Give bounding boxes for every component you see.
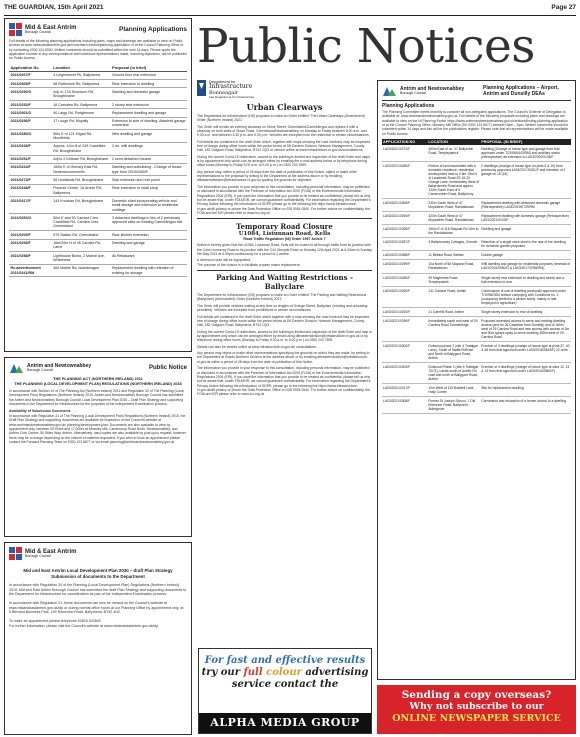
urban-clearways-title: Urban Clearways [246,101,323,112]
dfi-name: Infrastructure [209,83,253,91]
ldp-para-3: To make an appointment please telephone 02825 633500 [9,619,101,624]
ldp-para-2: In accordance with Regulation 21, these documents can now be viewed on the Council's website at www.midandeastantrim.gov.uk/ldp or during normal office hours at our Planning Office by appointment only, at: 5 Bernard Business Park, 190 Raceview Road, Ballymena, BT42 4HZ. [9,601,185,615]
cell-application-no: LA03/2021/0317/F [382,383,427,396]
cell-proposal: Conversion and relocation of a former school to a dwelling [480,396,571,413]
cell-application-no: 2021/0293/F [9,239,52,252]
cell-proposal: New dwelling and garage [110,130,187,143]
cell-proposal: 2 storey side extension [110,101,187,109]
mea-planning-box [4,18,192,352]
table-row [382,362,571,383]
col-header-application-no: APPLICATION NO [382,139,427,145]
availability-heading: Availability of Submission Documents [9,409,71,414]
cell-proposal: Rear extension to retail shop [110,184,187,197]
temp-closure-road: U1084, Lisiunnan Road, Kells [238,231,331,238]
cell-location: Outwood phase 2 (site 4 Trafalgar Lane), South of Staffa Rd/East and North of Ballygore Road, Antrim [427,341,480,362]
cell-proposal: Dwelling and domestic garage [110,88,187,101]
cell-location: 21 Carnhill Road, Antrim [427,307,480,316]
cell-location: 3 Ballymooney Cottages, Crumlin [427,238,480,251]
cell-location: Former St Joseph School, 1 Old Ebenezer Road, Ballyrobin, Aldergrove [427,396,480,413]
cell-location: 17 Lough Rd, Moyalty [52,117,111,130]
cell-location: 90 Largy Rd, Portglenone [52,109,111,117]
table-row [9,184,187,197]
temp-p2: A diversion route will be signposted. [197,258,251,263]
cell-location: Adj to 2 Kintown Rd, Broughshane [52,155,111,163]
cell-application-no: LA03/2021/0308/F [382,396,427,413]
cell-application-no: 2021/0273/F [9,176,52,184]
cell-location: Portion of land associated with a domestic residence, residential development land to 0.6m 15m N of Landmark Road ZS 16-20 Grange Lane, immediately West of Ballyrobertie Road and approx. 120m South East of 6 Carnmoneen Road, Ballyhenry [427,162,480,199]
col-header-location: Location [52,64,111,72]
table-row [382,286,571,307]
urban-p3: Full details are contained in the draft Order which, together with maps showing the road involved, may be inspected free of charge during office hours within the period below at DfI Eastern Division, Network Management, County Hall, 182 Galgorm Road, Ballymena, BT42 1QG or viewed online at www.infrastructure-ni.gov.uk/consultations. [197,139,371,153]
ann-box-title: Planning Applications – Airport, Antrim and Dunsilly DEAs [483,85,559,97]
cell-proposal: Infill dwelling and garage for residential purposes (renewal of LA03/2016/0960/O & LA03/2017/0786/RM) [480,260,571,273]
cell-application-no: 2021/0296/F [9,117,52,130]
cell-location: Phoenix Centre, 1A Archie Rd, Ballymena [52,184,111,197]
cell-proposal: Replacement dwelling with retention of existing for storage [110,264,187,277]
cell-location: 50m E of 121 Kilgad Rd, Moorfields [52,130,111,143]
temp-closure-title: Temporary Road Closure [236,222,333,232]
cell-application-no: 2021/0317/F [9,197,52,214]
urban-p2: The Order will revoke an evening clearway on Shore Street, Greenisland/Carrickfergus and replace it with a clearway on both sides of Shore Road, Greenisland/Newtownabbey, on Monday to Friday between 8.00 a.m. and 9.30 a.m. and between 3.30 p.m. and 6.00 p.m. Vehicles are excepted from the restriction in certain circumstances. [197,124,370,138]
urban-p5: Any person may, within a period of 28 days from the date of publication of this Notice, object or make other representations to the proposal by writing to the Department at the address above or by emailing dfieasterndivision@infrastructure-ni.gov.uk quoting the grounds for objection. [197,169,357,183]
table-row [9,264,187,277]
table-row [382,316,571,341]
planning-applications-heading: Planning Applications [382,103,435,109]
ad-line-2 [199,667,371,679]
cell-location: 131 Carlane Road, Antrim [427,286,480,307]
ad-line-2-d: advertising [301,667,369,678]
ad-brand-bar: ALPHA MEDIA GROUP [199,713,371,733]
ann-logo-icon [9,362,24,374]
mea-logo-name: Mid & East Antrim [25,24,77,31]
cell-application-no: 2021/0228/F [9,142,52,155]
ad-line-2-a: try our [201,667,244,678]
mea-logo-name-2: Mid & East Antrim [25,548,77,555]
regs-heading: THE PLANNING (LOCAL DEVELOPMENT PLAN) REGULATIONS (NORTHERN IRELAND) 2015 [14,382,182,386]
parking-p3: Full details are contained in the draft Order which together with a map showing the road involved may be inspected free of charge during office hours within the period below at DfI Eastern Division, Network Management, County Hall, 182 Galgorm Road, Ballymena, BT42 1QG. [197,314,370,328]
cell-proposal: Erection of 4 dwellings (change of house type at sites 12, 13 & 14 from that approved under LA03/2016/0800/F) [480,362,571,383]
cell-location: 10m West of 119 Bullsfell Lane, Holly Corner [427,383,480,396]
ann-logo-icon [382,85,397,97]
dfi-crest-icon [197,80,206,96]
ldp-title: Mid and East Antrim Local Development Plan 2030 – draft Plan Strategy [23,568,173,573]
ann-logo-name: Antrim and Newtownabbey [27,362,92,369]
cell-application-no: LA03/2021/0274/F [382,145,427,162]
dfi-logo [197,80,372,100]
parking-title: Parking And Waiting Restrictions - Ballyclare [216,273,353,291]
table-row [382,396,571,413]
cell-proposal: Continuance of use of dwelling previously approved under T/1996/0384 without complying with Conditions no. 2 (occupancy limited to a person solely, mainly or last employed in agriculture) [480,286,571,307]
table-row [382,238,571,251]
alpha-media-ad [198,648,372,734]
cell-proposal: Dwelling (Change of house type and garage from that approved under T/2005/0443/RM) and ancillary works (retrospective) as extension to LA03/2020/0106/F [480,145,571,162]
subscribe-line-2: Why not subscribe to our [409,701,544,712]
table-row [9,117,187,130]
table-row [382,162,571,199]
cell-location: 230m South West of 47 Moyvaleen Road, Randalstown [427,199,480,212]
cell-proposal: 2 dwellings (change of house type on plots 6 & 10) from previously approved LA03/2017/0051/F and retention of 2 garage on 18 (18) [480,162,571,199]
col-header-proposal: Proposal (in brief) [110,64,187,72]
cell-proposal: Side extension and rear porch [110,176,187,184]
cell-location: 4 Leighinmohr Pk, Ballymena [52,71,111,79]
urban-p4: During the current Covid-19 restrictions, access to the building is limited and inspection of the draft Order and maps is by appointment only which can be arranged either by emailing the e-mail address below or by telephone during office hours (Monday to Friday 9.00 a.m. to 5.00 p.m.) on 0300 200 7899. [197,154,371,168]
cell-proposal: 2 semi-detached houses [110,155,187,163]
cell-proposal: Extension to side of dwelling. Attached garage conversion [110,117,187,130]
notice-para-2: In accordance with Regulation 21 of The Planning (Local Development Plan) Regulations (Northern Ireland) 2015, the Draft Plan Strategy and supporting documents are available for inspection on the Council's website at www.antrimandnewtownabbey.gov.uk/ planning/development-plan. Documents are also available to view by appointment only, between 09:00hrs and 17:00hrs at Mossley Mill, Carnmoney Road North, Newtownabbey, and Antrim Civic Centre, 50 Stiles Way, Antrim. Alternatively, hard copies are also available by post upon request; however there may be a charge depending on the volume of material requested. If you wish to book an appointment please contact the Forward Planning Team on 0300 123 6677 or via email planning@antrimandnewtownabbey.gov.uk. [9,413,186,444]
table-row [9,176,187,184]
cell-application-no: 2021/0267/F [9,71,52,79]
ann-logo-3 [382,85,464,97]
paper-date: THE GUARDIAN, 15th April 2021 [4,4,104,11]
cell-application-no: LA03/2021/0288/F [382,251,427,260]
cell-application-no: LA03/2021/0294/F [382,212,427,225]
act-heading: THE PLANNING ACT (NORTHERN IRELAND) 2011 [53,377,143,381]
ldp-para-4: For further information, please visit the Council's website at www.midandeastantrim.gov.uk/ldp [9,623,159,628]
cell-proposal: Replacement dwelling with domestic garage (Retrospective) LA03/2021/0103/F [480,212,571,225]
ann-logo-name-3: Antrim and Newtownabbey [400,85,465,92]
cell-location: 463 Mobile Rd, Islandmagee [52,264,111,277]
ad-line-3: service contact the [231,679,339,690]
mea-logo-sub: Borough Council [25,29,51,34]
col-header-app-no: Application No [9,64,52,72]
table-row [382,212,571,225]
ad-line-1: For fast and effective results [204,655,366,666]
temp-closure-regulation: Road Traffic Regulation (NI) Order 1997 Article 7 [243,237,326,242]
cell-proposal: Rear extension to dwelling [110,80,187,88]
ann-logo [9,362,91,374]
cell-proposal: 3 detached dwellings in lieu of 2 previously approved sites on existing Carrickfergus site [110,214,187,231]
cell-proposal: Replacement dwelling with detached domestic garage (Retrospective) LA03/2019/0729/RM [480,199,571,212]
table-row [382,225,571,238]
ad-word-colour: colour [266,667,302,678]
table-row [382,341,571,362]
table-row [9,109,187,117]
cell-proposal: Single storey extension to rear of dwelling [480,307,571,316]
mea-logo [9,23,76,36]
cell-location: Adj. to 17A Drumsurn Rd, Broughshane [52,88,111,101]
cell-proposal: Site for replacement dwelling [480,383,571,396]
column-3 [377,80,576,682]
cell-application-no: LA03/2021/0293/F [382,307,427,316]
table-row [9,130,187,143]
cell-application-no: 2021/0209/F [9,231,52,239]
table-row [9,231,187,239]
ann-planning-box [377,80,576,680]
cell-proposal: Dwelling and garage [480,225,571,238]
parking-p6: Any person may object or make other representations specifying the grounds on which they are made, by writing to the Department at Roads Northern Division at the address above or by emailing dfieasterndivision@infrastructure-ni.gov.uk within a period of 28 days from the date of publication of this Notice. [197,351,370,364]
cell-proposal: Domestic shed incorporating vehicle and small storage and extension to residential curtilage [110,197,187,214]
cell-application-no: LA03/2021/0308/F [382,199,427,212]
page-title: Public Notices [197,19,535,74]
parking-p2: The Order will prohibit vehicles waiting at any time on lengths of Grange Street, Ballyclare (existing and unloading permitted). Vehicles are excepted from prohibitions in certain circumstances. [197,303,368,313]
ann-logo-sub-3: Borough Council [400,90,426,95]
table-row [9,80,187,88]
ann-applications-table [382,139,571,414]
section-divider [197,270,372,271]
cell-location: 400m East of no. 27 Ballyrobin Road, Templepatrick [427,145,480,162]
cell-application-no: 2021/0260/O [9,214,52,231]
parking-p1: The Department for Infrastructure (DfI) proposes to make an Order entitled 'The Parking and Waiting Restrictions (Ballyclare) (Amendment) Order (Northern Ireland) 2021'. [197,293,367,302]
dfi-dept: Department for [209,79,236,84]
cell-application-no: 2021/0252/F [9,101,52,109]
cell-location: Outwood Phase 2 (site 6 Trafalgar 70/71), Lands south of Antrim Rd road and north of Ballygore Road, Antrim [427,362,480,383]
cell-location: 160m E of Glenary East Rd, Newtowncrommelin [52,163,111,176]
cell-location: 11 Belfast Road, Belfast [427,251,480,260]
cell-proposal: Replacement dwelling and garage [110,109,187,117]
table-row [382,260,571,273]
table-row [9,163,187,176]
ldp-para-1: In accordance with Regulation 20 of the Planning (Local Development Plan) Regulations (Northern Ireland) 2015, Mid and East Antrim Borough Council has submitted the draft Plan Strategy and supporting documents to the Department for Infrastructure for consideration as part of the Independent Examination process. [9,583,187,597]
table-row [9,142,187,155]
cell-location: 10a North of 58 Mayland Road, Randalstown [427,260,480,273]
table-row [9,197,187,214]
cell-location: 979 Station Rd, Greenisland [52,231,111,239]
cell-application-no: 2021/0248/F [9,184,52,197]
cell-location: 50m E and 50 Carnlea Cres. Crankfield Rd, Carnlea Cres. Greenisland [52,214,111,231]
table-row [382,273,571,286]
col-header-proposal-3: PROPOSAL (IN BRIEF) [480,139,571,145]
cell-location: 144 Knockan Rd, Broughshane [52,197,111,214]
cell-location: Lighthouse Bistro, 2 Marine Ave, Whitehead [52,252,111,265]
mea-logo-2 [9,547,187,560]
cell-application-no: 2021/0290/O [9,88,52,101]
mea-intro: Full details of the following planning applications including plans, maps and drawings are available to view on Public Access at www.midandeastantrim.gov.uk/ni/northern-ireland/planning-application or at the Council Planning Office or by contacting 0300 124 5000. Written comments should be submitted within the next 14 days. Please quote the application number in any correspondence and individual representations made, including objections, will be published on Public Access. [9,39,187,61]
cell-proposal: All Restaurant [110,252,187,265]
cell-application-no: LA03/2021/0299/F [382,260,427,273]
ann-logo-sub: Borough Council [27,367,53,372]
cell-application-no: LA03/2021/0287/F [382,238,427,251]
mea-crest-icon [9,547,22,560]
cell-location: 16m/20m N of 45 Carnlea Rd, Larne [52,239,111,252]
parking-p5: Details can also be viewed online at www.infrastructure-ni.gov.uk/ consultations. [197,344,317,349]
cell-location: 58 Raithmore Rd, Ballymena [52,80,111,88]
cell-application-no: LA03/2021/0290/F [382,286,427,307]
cell-proposal: Dwelling and garage [110,239,187,252]
dfi-ulster: Fae Depairtment fur Infrastructure [209,95,255,100]
cell-proposal: Erection of 4 dwellings (change of house type at plots 27, 40 & 48 from that approved under LA03/2016/0843/F) 22 units [480,341,571,362]
cell-location: Approx. 10m N of 249 Crankfield Rd, Broughshane [52,142,111,155]
cell-location: 55 Huntlands Rd, Broughshane [52,176,111,184]
cell-proposal: Rear kitchen extension [110,231,187,239]
cell-application-no: 2021/0280/O [9,130,52,143]
public-notice-box [4,357,192,537]
table-row [382,199,571,212]
cell-proposal: Double garage [480,251,571,260]
column-2 [197,80,372,645]
cell-location: 39 Magherlea Road, Templepatrick [427,273,480,286]
urban-p1: The Department for Infrastructure (DfI) proposes to make an Order entitled 'The Urban Clearways (Amendment) Order (Northern Ireland) 2021'. [197,113,365,123]
cell-application-no: LA03/2021/0298/F [382,225,427,238]
section-divider [197,218,372,219]
masthead [4,2,576,16]
cell-application-no: 2021/0224/F [9,163,52,176]
cell-application-no: 2021/0305/F [9,80,52,88]
cell-proposal: Single storey rear extension to dwelling and storey and a half extension to rear [480,273,571,286]
table-row [9,155,187,163]
cell-application-no: LA03/2021/0285/F [382,162,427,199]
cell-location: Immediately south and west of 29 Carnlea Road Toomebridge [427,316,480,341]
cell-application-no: LA03/2021/0303/F [382,362,427,383]
ann-intro: The Planning Committee meets monthly to consider all non-delegated applications. The Council's Scheme of Delegation is available at: www.antrimandnewtownabbey.gov.uk. Full details of the following proposals including plans and drawings are available to view on the NI Planning Portal: https://www.antrimandnewtownabbey.gov.uk/articles/finding-planning-application or at the Council Planning Office, Mossley Mill Office (Tel 0300 123 6677) between 9am – 5pm. Written comments should be submitted within 14 days and this will be the publications register. Please note that all representations will be made available on Public Access. [382,110,569,136]
page-number: Page 27 [551,4,576,11]
parking-p7: The information you provide in your response to this consultation, including personal information, may be published or disclosed in accordance with the Freedom of Information Act 2000 (FOIA) or the Environmental Information Regulations 2004 (EIR). If you want the information that you provide to be treated as confidential, please tell us why but be aware that, under FOIA/EIR, we cannot guarantee confidentiality. For information regarding the Department's Privacy Notice following the introduction of GDPR, please go to the following link https://www.infrastructure-ni.gov.uk/dfi-privacy or phone the Data Protection Office on 028 9054 0540. For further advice on confidentiality, the FOIA and EIR please refer to www.ico.org.uk [197,366,371,397]
cell-proposal: Dwelling and outbuilding - Change of house type from 2019/0360/F [110,163,187,176]
table-row [382,383,571,396]
mea-crest-icon [9,23,22,36]
ldp-box [4,542,192,735]
cell-application-no: LA03/2021/0285/F [382,273,427,286]
cell-proposal: 2 no. infill dwellings [110,142,187,155]
cell-application-no: LA03/2021/0300/F [382,341,427,362]
cell-application-no: 2021/0251/F [9,155,52,163]
cell-application-no: 2021/0301/O [9,109,52,117]
subscribe-line-1: Sending a copy overseas? [401,689,552,701]
temp-p1: Notice is hereby given that the U1084, Lisiunnan Road, Kells will be closed to all through traffic from its junction with the Calm Lismurray Road to its junction with the C44 Glenpile Road on Monday 12th April 2021 at 6.00am to Sunday 9th May 2021 at 6.00pm continuously for a period of 4 weeks. [197,243,372,257]
table-row [382,307,571,316]
column-1 [4,18,192,734]
table-row [9,71,187,79]
ad-word-full: full [243,667,263,678]
cell-location: 16 Carnalea Rd, Ballymena [52,101,111,109]
cell-application-no: LA03/2021/0296/F [382,316,427,341]
table-row [9,214,187,231]
notice-para-1: In accordance with Section 10 of The Planning Act (Northern Ireland) 2011 and Regulation 32 of The Planning (Local Development Plan) Regulations (Northern Ireland) 2015, Antrim and Newtownabbey Borough Council has submitted the Antrim and Newtownabbey Borough Council Local Development Plan 2030 – Draft Plan Strategy and supporting documents to the Department for Infrastructure for the purposes of the Independent Examination process. [9,389,184,407]
mea-logo-sub-2: Borough Council [25,553,51,558]
parking-p4: During the current Covid-19 restrictions, access to the building is limited and inspection of the draft Order and map is by appointment only which can be arranged either by email using dfieasterndivision@infrastructure-ni.gov.uk or by telephone during office hours (Monday to Friday 9.00 a.m. to 5.00 p.m.) on 0300 200 7899. [197,329,372,343]
planning-applications-title: Planning Applications [118,26,187,33]
temp-p3: The purpose of the closure is to facilitate a water mains replacement. [197,262,301,267]
table-row [9,252,187,265]
ldp-subtitle: Submission of documents to the Department [51,574,145,579]
cell-application-no: 2021/0298/F [9,252,52,265]
cell-location: 190m E of 116 Staysad Rd 15m to the Randalstown [427,225,480,238]
table-row [382,145,571,162]
cell-proposal: Retention of a single store shed to the rear of the dwelling for domestic garden purposes [480,238,571,251]
cell-proposal: Ground floor rear extension [110,71,187,79]
urban-p6: The information you provide in your response to this consultation, including personal information, may be published or disclosed in accordance with the Freedom of Information Act 2000 (FOIA) or the Environmental Information Regulations 2004 (EIR). If you want the information that you provide to be treated as confidential, please tell us why, but be aware that, under FOIA/EIR, we cannot guarantee confidentiality. For information regarding the Department's Privacy Notice following the introduction of GDPR please go to the following link https://www.infrastructure-ni.gov.uk/dfi-privacy or phone the Data Protection Office on 028 9054 0540. For further advice on confidentiality, the FOIA and the EIR please refer to www.ico.org.uk [197,184,371,215]
cell-proposal: Proposed amended access to serve and existing dwelling access (and for 26 Castleton from Dunsilly) and of 160m west of 29 Carnlea Road and new access with access of 2m and 90m splays splay to serve dwelling 355m west of 29 Carnlea Road [480,316,571,341]
cell-location: 320m South West of 47 Moyvaleen Road, Randalstown [427,212,480,225]
col-header-location-3: LOCATION [427,139,480,145]
subscribe-line-3: ONLINE NEWSPAPER SERVICE [392,713,561,724]
cell-application-no: Re-advertisement 2021/0241/RM [9,264,52,277]
dfi-irish: Bonneagair [209,89,239,96]
mea-applications-table [9,64,187,278]
table-row [9,101,187,109]
public-notice-title: Public Notice [148,365,187,371]
box-divider [382,100,571,101]
subscribe-ad [377,685,576,734]
table-row [382,251,571,260]
table-row [9,88,187,101]
table-row [9,239,187,252]
